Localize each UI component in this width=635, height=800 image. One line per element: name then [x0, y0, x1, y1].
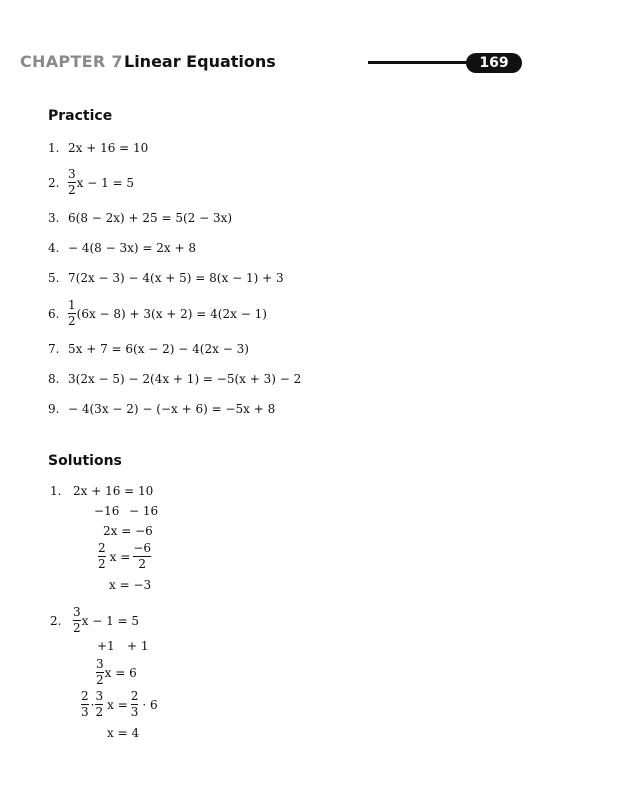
fraction-denominator: 2: [96, 673, 104, 687]
equation-end: · 6: [142, 697, 158, 712]
solution-step-2-left: −16: [94, 504, 120, 518]
fraction-numerator: 3: [68, 167, 76, 181]
fraction-denominator: 2: [68, 183, 76, 197]
practice-problem-6: [48, 299, 267, 328]
problem-number: 6.: [48, 306, 60, 321]
fraction-denominator: 2: [98, 557, 106, 571]
problem-equation: − 4(3x − 2) − (−x + 6) = −5x + 8: [68, 402, 276, 416]
equation-rest: x − 1 = 5: [81, 613, 140, 628]
practice-problem-5: [48, 271, 284, 285]
problem-number: 3.: [48, 211, 60, 225]
fraction: [68, 299, 76, 328]
problem-number: 1.: [48, 141, 60, 155]
equation-middle: x =: [109, 549, 131, 564]
fraction-numerator: 2: [81, 689, 89, 703]
problem-equation: 7(2x − 3) − 4(x + 5) = 8(x − 1) + 3: [68, 271, 284, 285]
fraction: [73, 606, 81, 635]
fraction-numerator: −6: [133, 541, 151, 555]
fraction-denominator: 3: [130, 705, 139, 719]
solution-step-5: x = −3: [109, 578, 152, 592]
solution-step-4: [98, 542, 152, 571]
problem-number: 7.: [48, 342, 60, 356]
multiply-dot: ·: [90, 697, 95, 712]
problem-number: 5.: [48, 271, 60, 285]
fraction: [96, 658, 104, 687]
solution-step-2-right: + 1: [127, 639, 149, 653]
problem-equation: 3(2x − 5) − 2(4x + 1) = −5(x + 3) − 2: [68, 372, 302, 386]
solution-step-3: 2x = −6: [103, 524, 153, 538]
practice-problem-7: [48, 342, 249, 356]
practice-problem-1: [48, 141, 148, 155]
fraction-denominator: 3: [81, 705, 89, 719]
chapter-label: CHAPTER 7: [20, 52, 123, 71]
equation-middle: x =: [107, 697, 128, 712]
problem-number: 4.: [48, 241, 60, 255]
fraction: [98, 542, 106, 571]
practice-heading: Practice: [48, 108, 113, 124]
solution-step-1: 2x + 16 = 10: [73, 484, 154, 498]
problem-equation: (6x − 8) + 3(x + 2) = 4(2x − 1): [76, 306, 267, 321]
fraction-denominator: 2: [95, 705, 104, 719]
fraction-numerator: 3: [96, 657, 104, 671]
fraction-numerator: 1: [68, 298, 76, 312]
practice-problem-4: [48, 241, 196, 255]
solution-step-4: [81, 690, 158, 719]
problem-equation: 6(8 − 2x) + 25 = 5(2 − 3x): [68, 211, 233, 225]
fraction-numerator: 2: [98, 541, 106, 555]
problem-number: 8.: [48, 372, 60, 386]
practice-problem-8: [48, 372, 301, 386]
fraction: [133, 542, 151, 571]
solution-step-2-left: +1: [97, 639, 115, 653]
problem-number: 2.: [48, 175, 60, 190]
solution-number: 2.: [50, 614, 62, 628]
problem-equation: x − 1 = 5: [76, 175, 135, 190]
fraction-denominator: 2: [138, 557, 146, 571]
fraction-numerator: 3: [73, 605, 81, 619]
solution-step-3: [96, 658, 137, 687]
page-number-badge: 169: [466, 53, 522, 73]
solutions-heading: Solutions: [48, 453, 122, 469]
practice-problem-9: [48, 402, 275, 416]
practice-problem-3: [48, 211, 232, 225]
solution-step-5: x = 4: [107, 726, 140, 740]
fraction: [81, 690, 89, 719]
fraction-numerator: 3: [95, 689, 104, 703]
chapter-title: Linear Equations: [124, 52, 276, 71]
fraction-denominator: 2: [73, 621, 81, 635]
fraction: [131, 690, 139, 719]
problem-equation: 5x + 7 = 6(x − 2) − 4(2x − 3): [68, 342, 249, 356]
equation-rest: x = 6: [104, 665, 137, 680]
problem-equation: − 4(8 − 3x) = 2x + 8: [68, 241, 196, 255]
fraction-denominator: 2: [68, 314, 76, 328]
fraction: [68, 168, 76, 197]
solution-step-2-right: − 16: [129, 504, 159, 518]
fraction: [95, 690, 103, 719]
practice-problem-2: [48, 168, 134, 197]
solution-step-1: [73, 606, 139, 635]
fraction-numerator: 2: [130, 689, 139, 703]
problem-equation: 2x + 16 = 10: [68, 141, 149, 155]
solution-number: 1.: [50, 484, 62, 498]
problem-number: 9.: [48, 402, 60, 416]
